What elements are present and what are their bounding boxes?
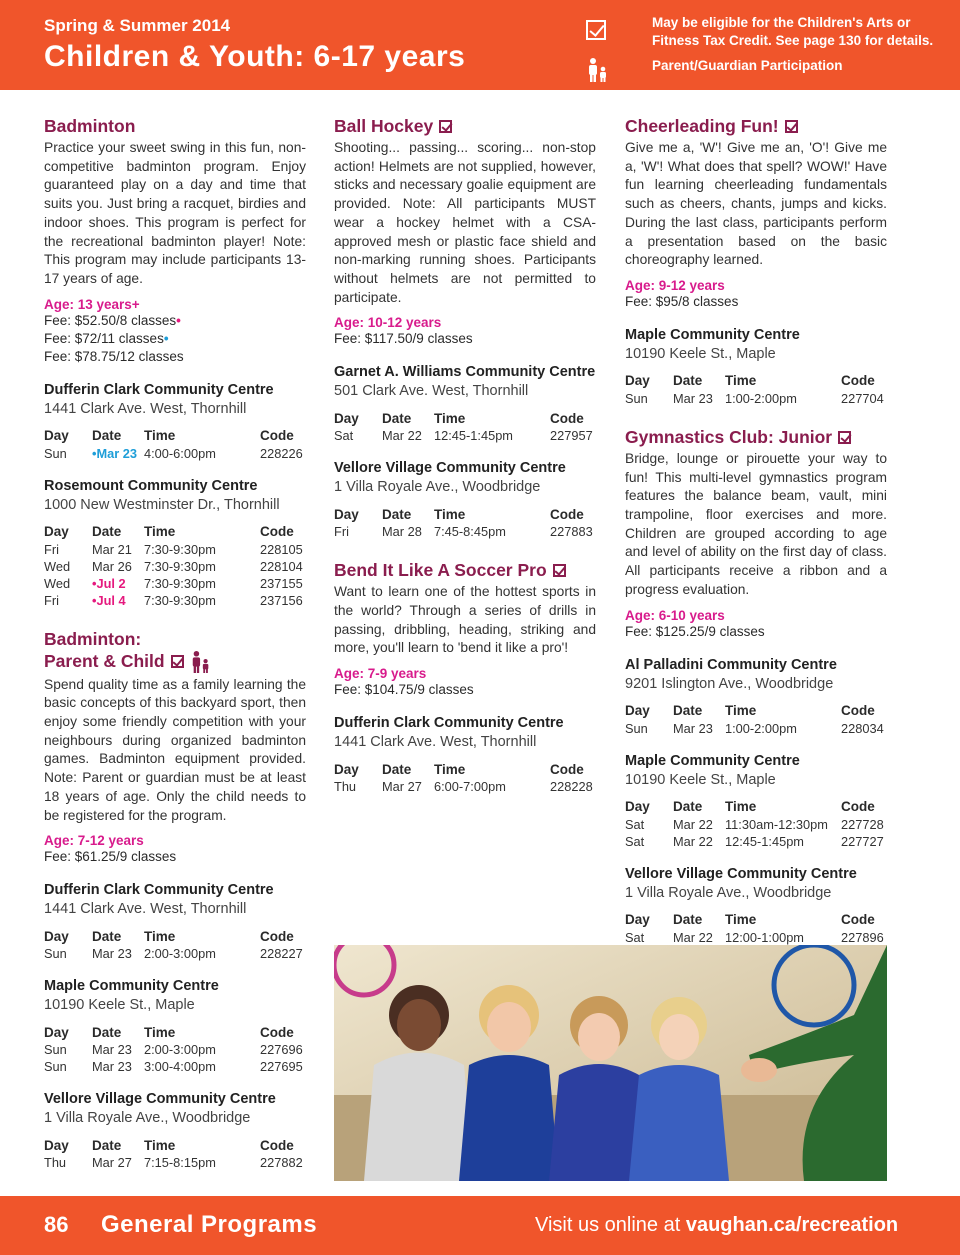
cell-code: 228105: [260, 541, 303, 557]
cell-date: Mar 26: [92, 558, 132, 574]
pink-dot-marker: •: [176, 312, 181, 328]
season-label: Spring & Summer 2014: [44, 16, 231, 35]
table-row: [44, 592, 306, 609]
venue-name: Dufferin Clark Community Centre: [44, 882, 274, 899]
venue-address: 10190 Keele St., Maple: [44, 997, 195, 1014]
cell-day: Sat: [625, 816, 645, 832]
program-description: Practice your sweet swing in this fun, non-competitive badminton program. Enjoy guaranteed play on a day and time that suits you. Just bring a racquet, birdies and indoor shoes. This program is perfect for the recreational badminton player! Note: This program may include participants 13-17 years of age.: [44, 140, 306, 286]
table-row: [44, 1041, 306, 1058]
table-row: [334, 778, 596, 795]
program-title: [334, 560, 596, 581]
blue-dot-marker: •Mar 23: [92, 445, 138, 461]
website-line: [535, 1214, 898, 1237]
cell-code: 237156: [260, 592, 303, 608]
cell-time: 7:30-9:30pm: [144, 575, 216, 591]
venue-name: Dufferin Clark Community Centre: [44, 381, 274, 398]
col-header-date: Date: [92, 524, 122, 540]
page-title: Children & Youth: 6-17 years: [44, 40, 466, 73]
cell-day: Sat: [334, 428, 354, 444]
schedule-table: [334, 760, 596, 795]
col-header-date: Date: [673, 799, 703, 815]
venue-name: Al Palladini Community Centre: [625, 656, 837, 673]
tax-credit-note: May be eligible for the Children's Arts or Fitness Tax Credit. See page 130 for details.: [652, 15, 934, 48]
schedule-table: [334, 409, 596, 444]
schedule-table: [625, 702, 887, 737]
fee-line: Fee: $95/8 classes: [625, 293, 739, 309]
cell-date: Mar 27: [382, 779, 422, 795]
cell-date: Mar 21: [92, 541, 132, 557]
table-row: [625, 929, 887, 946]
cell-time: 7:15-8:15pm: [144, 1155, 216, 1171]
col-header-date: Date: [382, 761, 412, 777]
pink-dot-marker: •Jul 2: [92, 575, 126, 591]
table-row: [625, 816, 887, 833]
cell-time: 11:30am-12:30pm: [725, 816, 828, 832]
age-range: Age: 7-12 years: [44, 833, 144, 849]
fee-line: [44, 312, 306, 330]
cell-day: Fri: [44, 541, 59, 557]
table-row: [44, 445, 306, 462]
col-header-date: Date: [382, 410, 412, 426]
gymnastics-photo: [334, 945, 887, 1181]
table-header-row: [44, 1023, 306, 1041]
col-header-time: Time: [725, 373, 757, 389]
cell-date: Mar 22: [382, 428, 422, 444]
cell-time: 1:00-2:00pm: [725, 720, 797, 736]
cell-time: 12:00-1:00pm: [725, 929, 804, 945]
program-title: [625, 427, 887, 448]
checkbox-icon: [439, 120, 452, 133]
venue-address: 1441 Clark Ave. West, Thornhill: [44, 400, 247, 417]
program-title-text: Ball Hockey: [334, 116, 434, 136]
col-header-code: Code: [841, 799, 875, 815]
age-range: Age: 10-12 years: [334, 315, 442, 331]
cell-code: 228226: [260, 445, 303, 461]
col-header-time: Time: [725, 703, 757, 719]
cell-date: Mar 23: [673, 720, 713, 736]
venue-address: 1 Villa Royale Ave., Woodbridge: [625, 884, 832, 901]
program-title-text: Gymnastics Club: Junior: [625, 426, 833, 447]
col-header-day: Day: [44, 928, 69, 944]
program-block: [44, 629, 306, 1172]
cell-code: 227957: [550, 428, 593, 444]
cell-code: 227696: [260, 1042, 303, 1058]
cell-day: Wed: [44, 558, 71, 574]
program-description: Want to learn one of the hottest sports in the world? Through a series of drills in passing, dribbling, heading, striking and more, you'll learn to 'bend it like a pro'!: [334, 584, 596, 656]
cell-time: 7:30-9:30pm: [144, 541, 216, 557]
col-header-code: Code: [260, 1137, 294, 1153]
table-row: [44, 1154, 306, 1171]
cell-day: Fri: [334, 524, 349, 540]
venue-address: 1 Villa Royale Ave., Woodbridge: [334, 479, 541, 496]
program-title: Badminton:: [44, 628, 142, 649]
col-header-day: Day: [625, 703, 650, 719]
program-title-text: Cheerleading Fun!: [625, 116, 779, 136]
cell-time: 1:00-2:00pm: [725, 390, 797, 406]
cell-date: Mar 27: [92, 1155, 132, 1171]
table-header-row: [44, 523, 306, 541]
col-header-time: Time: [434, 410, 466, 426]
pink-dot-marker: •Jul 4: [92, 592, 126, 608]
table-header-row: [334, 409, 596, 427]
cell-date: Mar 22: [673, 929, 713, 945]
col-header-day: Day: [334, 761, 359, 777]
col-header-code: Code: [841, 912, 875, 928]
program-block: [625, 427, 887, 946]
cell-code: 227896: [841, 929, 884, 945]
checkbox-icon: [586, 20, 606, 40]
table-row: [625, 833, 887, 850]
table-row: [625, 390, 887, 407]
table-row: [44, 575, 306, 592]
checkbox-icon: [171, 655, 184, 668]
program-title-text: Badminton: [44, 116, 136, 136]
col-header-day: Day: [625, 799, 650, 815]
page-footer: [0, 1196, 960, 1255]
schedule-table: [44, 927, 306, 962]
page-number: 86: [44, 1212, 69, 1237]
col-header-time: Time: [144, 524, 176, 540]
venue-address: 10190 Keele St., Maple: [625, 771, 776, 788]
col-header-date: Date: [92, 928, 122, 944]
cell-day: Sun: [44, 1059, 67, 1075]
cell-code: 227882: [260, 1155, 303, 1171]
col-header-day: Day: [44, 1137, 69, 1153]
col-header-time: Time: [434, 761, 466, 777]
program-title: [334, 116, 596, 137]
program-title: [625, 116, 887, 137]
table-header-row: [44, 427, 306, 445]
venue-name: Maple Community Centre: [44, 978, 219, 995]
cell-code: 237155: [260, 575, 303, 591]
cell-time: 3:00-4:00pm: [144, 1059, 216, 1075]
venue-address: 1441 Clark Ave. West, Thornhill: [334, 734, 537, 751]
cell-day: Sun: [44, 445, 67, 461]
venue-address: 1000 New Westminster Dr., Thornhill: [44, 496, 280, 513]
venue-address: 9201 Islington Ave., Woodbridge: [625, 675, 834, 692]
table-header-row: [334, 760, 596, 778]
table-row: [334, 523, 596, 540]
cell-time: 7:30-9:30pm: [144, 558, 216, 574]
cell-time: 4:00-6:00pm: [144, 445, 216, 461]
cell-code: 228228: [550, 779, 593, 795]
cell-time: 6:00-7:00pm: [434, 779, 506, 795]
column-3: [625, 116, 887, 946]
venue-name: Vellore Village Community Centre: [625, 865, 857, 882]
cell-time: 12:45-1:45pm: [725, 833, 804, 849]
venue-address: 1 Villa Royale Ave., Woodbridge: [44, 1110, 251, 1127]
col-header-code: Code: [260, 428, 294, 444]
venue-name: Maple Community Centre: [625, 752, 800, 769]
col-header-code: Code: [550, 761, 584, 777]
cell-day: Thu: [334, 779, 357, 795]
col-header-code: Code: [260, 928, 294, 944]
cell-day: Sat: [625, 929, 645, 945]
fee-text: Fee: $72/11 classes: [44, 330, 164, 346]
col-header-day: Day: [44, 1024, 69, 1040]
age-range: Age: 7-9 years: [334, 666, 427, 682]
col-header-time: Time: [144, 428, 176, 444]
cell-time: 2:00-3:00pm: [144, 1042, 216, 1058]
table-row: [44, 945, 306, 962]
col-header-code: Code: [260, 524, 294, 540]
venue-name: Rosemount Community Centre: [44, 477, 258, 494]
cell-date: Mar 23: [673, 390, 713, 406]
cell-time: 7:30-9:30pm: [144, 592, 216, 608]
table-header-row: [625, 798, 887, 816]
venue-name: Dufferin Clark Community Centre: [334, 715, 564, 732]
fee-line: Fee: $78.75/12 classes: [44, 348, 184, 364]
program-description: Spend quality time as a family learning the basic concepts of this backyard sport, then enjoy some friendly competition with your neighbours during organized badminton games. Badminton equipment provided. Note: Parent or guardian must be at least 18 years of age. Only the child needs to be registered for the program.: [44, 676, 306, 823]
blue-dot-marker: •: [163, 330, 169, 346]
website-prefix: Visit us online at: [535, 1214, 686, 1236]
col-header-day: Day: [625, 373, 650, 389]
venue-address: 1441 Clark Ave. West, Thornhill: [44, 901, 247, 918]
table-header-row: [625, 911, 887, 929]
schedule-table: [44, 1023, 306, 1075]
program-title: [44, 116, 306, 137]
cell-day: Sun: [44, 946, 67, 962]
col-header-time: Time: [144, 1137, 176, 1153]
col-header-day: Day: [44, 428, 69, 444]
table-header-row: [44, 927, 306, 945]
schedule-table: [625, 911, 887, 946]
table-row: [44, 558, 306, 575]
cell-code: 228227: [260, 946, 303, 962]
cell-day: Fri: [44, 592, 59, 608]
program-title-text: Bend It Like A Soccer Pro: [334, 560, 547, 581]
cell-day: Wed: [44, 575, 71, 591]
cell-time: 2:00-3:00pm: [144, 946, 216, 962]
cell-day: Sun: [625, 720, 648, 736]
cell-code: 227695: [260, 1059, 303, 1075]
cell-date: Mar 22: [673, 816, 713, 832]
col-header-date: Date: [673, 912, 703, 928]
checkbox-icon: [785, 120, 798, 133]
program-description: Bridge, lounge or pirouette your way to fun! This multi-level gymnastics program features the balance beam, vault, mini trampoline, floor exercises and more. Children are grouped according to age and level of ability on the first day of class. All participants receive a ribbon and a progress evaluation.: [625, 450, 887, 597]
cell-day: Sat: [625, 833, 645, 849]
program-block: [334, 560, 596, 795]
age-range: Age: 6-10 years: [625, 607, 725, 623]
col-header-day: Day: [44, 524, 69, 540]
cell-code: 227704: [841, 390, 884, 406]
col-header-date: Date: [92, 428, 122, 444]
venue-name: Garnet A. Williams Community Centre: [334, 364, 596, 381]
age-range: Age: 9-12 years: [625, 277, 725, 293]
col-header-date: Date: [92, 1024, 122, 1040]
col-header-date: Date: [92, 1137, 122, 1153]
cell-code: 227727: [841, 833, 884, 849]
col-header-date: Date: [673, 703, 703, 719]
cell-time: 12:45-1:45pm: [434, 428, 513, 444]
cell-date: Mar 23: [92, 946, 132, 962]
section-title: General Programs: [101, 1211, 318, 1238]
col-header-code: Code: [260, 1024, 294, 1040]
col-header-time: Time: [725, 799, 757, 815]
schedule-table: [44, 427, 306, 462]
cell-date: Mar 22: [673, 833, 713, 849]
col-header-code: Code: [550, 410, 584, 426]
col-header-day: Day: [625, 912, 650, 928]
fee-line: Fee: $125.25/9 classes: [625, 623, 765, 639]
table-header-row: [334, 505, 596, 523]
col-header-date: Date: [382, 506, 412, 522]
family-icon: [190, 650, 212, 674]
cell-code: 227728: [841, 816, 884, 832]
venue-address: 10190 Keele St., Maple: [625, 345, 776, 362]
gymnastics-photo-illustration: [334, 945, 887, 1181]
column-2: [334, 116, 596, 795]
cell-date: Mar 23: [92, 1042, 132, 1058]
cell-code: 227883: [550, 524, 593, 540]
cell-date: [92, 445, 144, 462]
column-1: [44, 116, 306, 1171]
cell-day: Thu: [44, 1155, 67, 1171]
col-header-date: Date: [673, 373, 703, 389]
age-range: Age: 13 years+: [44, 296, 140, 312]
cell-date: [92, 592, 144, 609]
schedule-table: [625, 372, 887, 407]
program-description: Give me a, 'W'! Give me an, 'O'! Give me a, 'W'! What does that spell? WOW!' Have fun learning cheerleading fundamentals such as cheers, chants, jumps and kicks. During the last class, participants perform a presentation based on the basic choreography learned.: [625, 140, 887, 268]
venue-name: Maple Community Centre: [625, 326, 800, 343]
cell-time: 7:45-8:45pm: [434, 524, 506, 540]
schedule-table: [44, 1136, 306, 1171]
program-description: Shooting... passing... scoring... non-stop action! Helmets are not supplied, however, sticks and necessary goalie equipment are provided. Note: All participants MUST wear a hockey helmet with a CSA-approved mesh or plastic face shield and non-marking running shoes. Participants without helmets are not permitted to participate.: [334, 140, 596, 305]
col-header-code: Code: [841, 373, 875, 389]
fee-line: [44, 330, 306, 348]
table-row: [44, 541, 306, 558]
parent-participation-legend: Parent/Guardian Participation: [652, 58, 843, 73]
col-header-time: Time: [144, 1024, 176, 1040]
page-header: [0, 0, 960, 90]
cell-date: Mar 23: [92, 1059, 132, 1075]
col-header-day: Day: [334, 410, 359, 426]
fee-line: Fee: $104.75/9 classes: [334, 682, 474, 698]
family-icon: [586, 57, 610, 83]
website-link[interactable]: vaughan.ca/recreation: [685, 1214, 899, 1236]
cell-code: 228104: [260, 558, 303, 574]
col-header-day: Day: [334, 506, 359, 522]
schedule-table: [334, 505, 596, 540]
table-row: [625, 720, 887, 737]
col-header-time: Time: [434, 506, 466, 522]
table-row: [44, 1058, 306, 1075]
col-header-time: Time: [725, 912, 757, 928]
cell-date: [92, 575, 144, 592]
cell-day: Sun: [625, 390, 648, 406]
legend-icons: [586, 20, 612, 88]
checkbox-icon: [553, 564, 566, 577]
fee-line: Fee: $117.50/9 classes: [334, 331, 473, 347]
table-header-row: [625, 372, 887, 390]
venue-name: Vellore Village Community Centre: [334, 460, 566, 477]
cell-day: Sun: [44, 1042, 67, 1058]
checkbox-icon: [838, 431, 851, 444]
fee-text: Fee: $52.50/8 classes: [44, 312, 177, 328]
program-title-text: Parent & Child: [44, 651, 165, 672]
schedule-table: [625, 798, 887, 850]
venue-name: Vellore Village Community Centre: [44, 1091, 276, 1108]
fee-line: Fee: $61.25/9 classes: [44, 849, 177, 865]
program-title: [44, 650, 306, 674]
table-row: [334, 427, 596, 444]
schedule-table: [44, 523, 306, 609]
venue-address: 501 Clark Ave. West, Thornhill: [334, 383, 529, 400]
col-header-time: Time: [144, 928, 176, 944]
col-header-code: Code: [841, 703, 875, 719]
table-header-row: [44, 1136, 306, 1154]
col-header-code: Code: [550, 506, 584, 522]
cell-date: Mar 28: [382, 524, 422, 540]
table-header-row: [625, 702, 887, 720]
cell-code: 228034: [841, 720, 884, 736]
